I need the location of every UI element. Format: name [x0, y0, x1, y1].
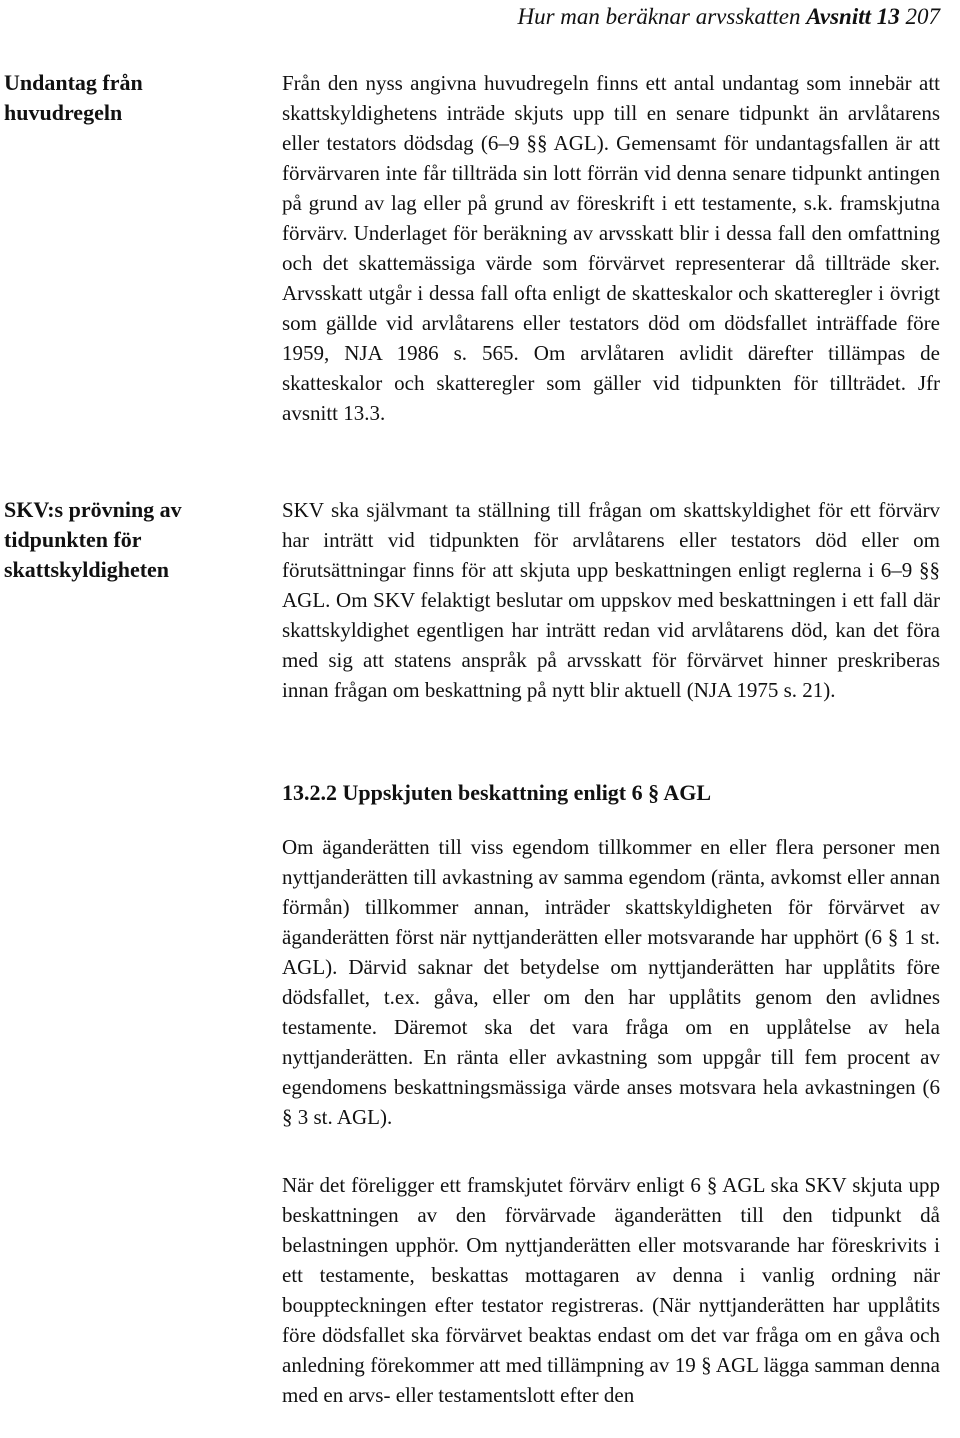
paragraph-exceptions: Från den nyss angivna huvudregeln finns ett antal undantag som innebär att skattskyldighetens inträde skjuts upp till en senare tidpunkt än arvlåtarens eller testators dödsdag (6–9 §§ AGL). Gemensamt för undantagsfallen är att förvärvaren inte får tillträda sin lott förrän vid denna senare tidpunkt antingen på grund av lag eller på grund av föreskrift i ett testamente, s.k. framskjutna förvärv. Underlaget för beräkning av arvsskatt blir i dessa fall den omfattning och det skattemässiga värde som förvärvet representerar då tillträde sker. Arvsskatt utgår i dessa fall ofta enligt de skatteskalor och skatteregler i övrigt som gällde vid arvlåtarens eller testators död om dödsfallet inträffade före 1959, NJA 1986 s. 565. Om arvlåtaren avlidit därefter tillämpas de skatteskalor och skatteregler som gäller vid tidpunkten för tillträdet. Jfr avsnitt 13.3.	[282, 71, 940, 425]
subsection-heading: 13.2.2 Uppskjuten beskattning enligt 6 § AGL	[282, 780, 712, 805]
page-number: 207	[905, 4, 940, 29]
paragraph-skv-review: SKV ska självmant ta ställning till frågan om skattskyldighet för ett förvärv har inträtt vid tidpunkten för arvlåtarens eller testators död eller om förutsättningar finns för att skjuta upp beskattningen enligt reglerna i 6–9 §§ AGL. Om SKV felaktigt beslutar om uppskov med beskattningen i ett fall där skattskyldighet egentligen har inträtt redan vid arvlåtarens död, kan det föra med sig att statens anspråk på arvsskatt för förvärvet hinner preskriberas innan frågan om beskattning på nytt blir aktuell (NJA 1975 s. 21).	[282, 498, 940, 702]
paragraph-deferred-acquisition: När det föreligger ett framskjutet förvärv enligt 6 § AGL ska SKV skjuta upp beskattningen av den förvärvade äganderätten till den tidpunkt då belastningen upphör. Om nyttjanderätten eller motsvarande har föreskrivits i ett testamente, beskattas mottagaren av denna i vanlig ordning när bouppteckningen efter testator registreras. (När nyttjanderätten har upplåtits före dödsfallet ska förvärvet beaktas endast om det var fråga om en gåva och anledning förekommer att med tillämpning av 19 § AGL lägga samman denna med en arvs- eller testamentslott efter den	[282, 1173, 940, 1407]
paragraph-deferred-taxation: Om äganderätten till viss egendom tillkommer en eller flera personer men nyttjanderätten till avkastning av samma egendom (ränta, avkomst eller annan förmån) tillkommer annan, inträder skattskyldigheten för förvärvet av äganderätten först när nyttjanderätten eller motsvarande har upphört (6 § 1 st. AGL). Därvid saknar det betydelse om nyttjanderätten har upplåtits före dödsfallet, t.ex. gåva, eller om den har upplåtits genom den avlidnes testamente. Däremot ska det vara fråga om en upplåtelse av hela nyttjanderätten. En ränta eller avkastning som uppgår till fem procent av egendomens beskattningsmässiga värde anses motsvara hela avkastningen (6 § 3 st. AGL).	[282, 835, 940, 1129]
header-section: Avsnitt 13	[806, 4, 900, 29]
sidebar-heading-skv-review: SKV:s prövning av tidpunkten för skattskyldigheten	[4, 497, 182, 582]
header-title: Hur man beräknar arvsskatten	[517, 4, 801, 29]
sidebar-heading-exceptions: Undantag från huvudregeln	[4, 70, 143, 125]
running-header	[517, 2, 940, 32]
